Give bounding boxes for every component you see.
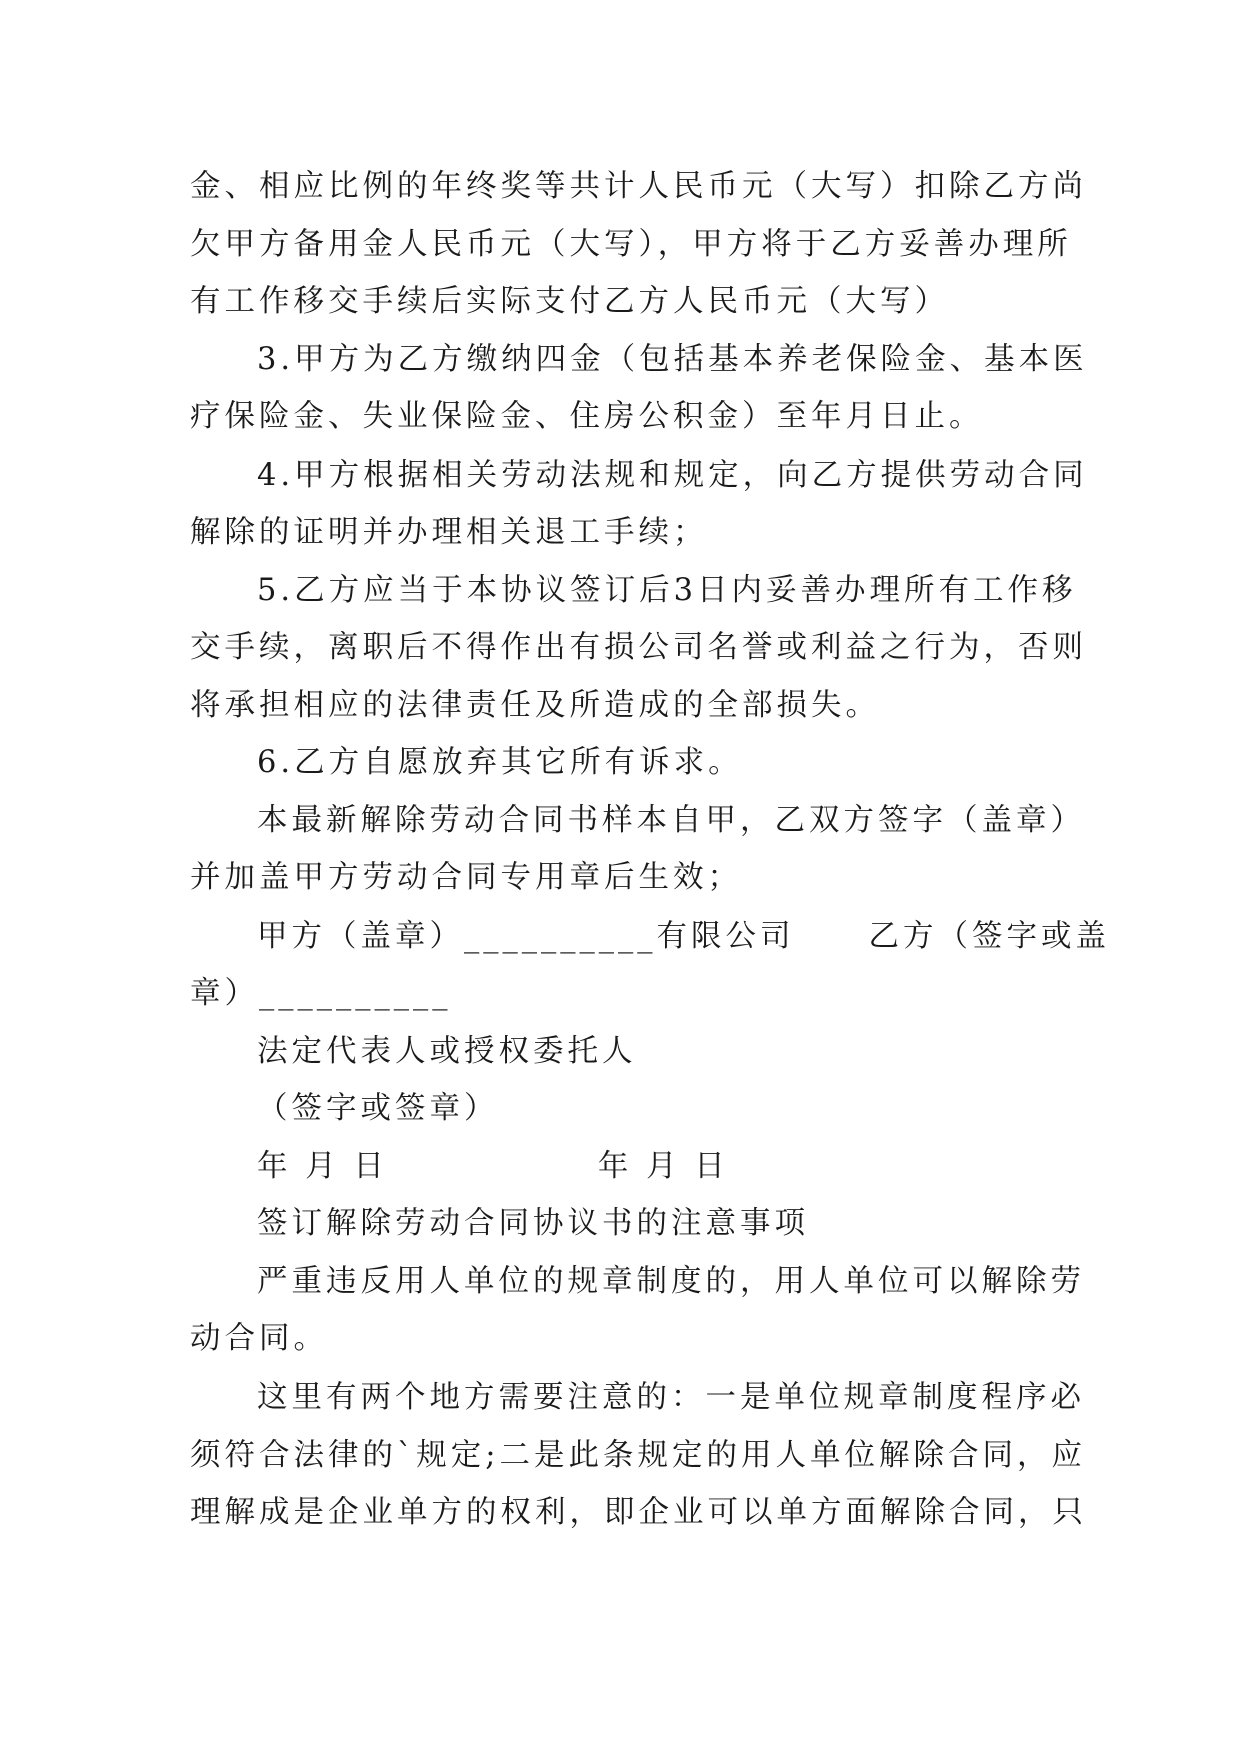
notes-line: 理解成是企业单方的权利，即企业可以单方面解除合同，只	[190, 1495, 1087, 1530]
sign-note: （签字或签章）	[257, 1091, 499, 1126]
body-line: 疗保险金、失业保险金、住房公积金）至年月日止。	[190, 399, 984, 434]
representative-label: 法定代表人或授权委托人	[257, 1034, 637, 1069]
notes-line: 须符合法律的`规定;二是此条规定的用人单位解除合同，应	[190, 1438, 1087, 1473]
effective-clause: 本最新解除劳动合同书样本自甲，乙双方签字（盖章）	[257, 803, 1085, 838]
body-line: 有工作移交手续后实际支付乙方人民币元（大写）	[190, 284, 949, 319]
body-line: 将承担相应的法律责任及所造成的全部损失。	[190, 688, 880, 723]
body-line: 欠甲方备用金人民币元（大写），甲方将于乙方妥善办理所	[190, 227, 1072, 262]
notes-line: 严重违反用人单位的规章制度的，用人单位可以解除劳	[257, 1264, 1085, 1299]
clause-4: 4.甲方根据相关劳动法规和规定，向乙方提供劳动合同	[257, 458, 1088, 493]
notes-line: 动合同。	[190, 1321, 328, 1356]
notes-title: 签订解除劳动合同协议书的注意事项	[257, 1206, 809, 1241]
body-line: 交手续，离职后不得作出有损公司名誉或利益之行为，否则	[190, 630, 1087, 665]
date-row	[257, 1147, 729, 1187]
clause-6: 6.乙方自愿放弃其它所有诉求。	[257, 745, 743, 780]
date-a: 年 月 日	[257, 1149, 388, 1184]
party-b-signature-cont: 章）__________	[190, 976, 452, 1011]
date-b: 年 月 日	[597, 1149, 729, 1184]
clause-5: 5.乙方应当于本协议签订后3日内妥善办理所有工作移	[257, 573, 1077, 608]
body-line: 并加盖甲方劳动合同专用章后生效；	[190, 860, 742, 895]
party-a-signature: 甲方（盖章）__________有限公司	[257, 919, 795, 954]
signature-row	[257, 917, 1110, 957]
notes-line: 这里有两个地方需要注意的：一是单位规章制度程序必	[257, 1380, 1085, 1415]
clause-3: 3.甲方为乙方缴纳四金（包括基本养老保险金、基本医	[257, 342, 1088, 377]
body-line: 解除的证明并办理相关退工手续；	[190, 515, 708, 550]
party-b-signature: 乙方（签字或盖	[868, 919, 1110, 954]
body-line: 金、相应比例的年终奖等共计人民币元（大写）扣除乙方尚	[190, 169, 1087, 204]
